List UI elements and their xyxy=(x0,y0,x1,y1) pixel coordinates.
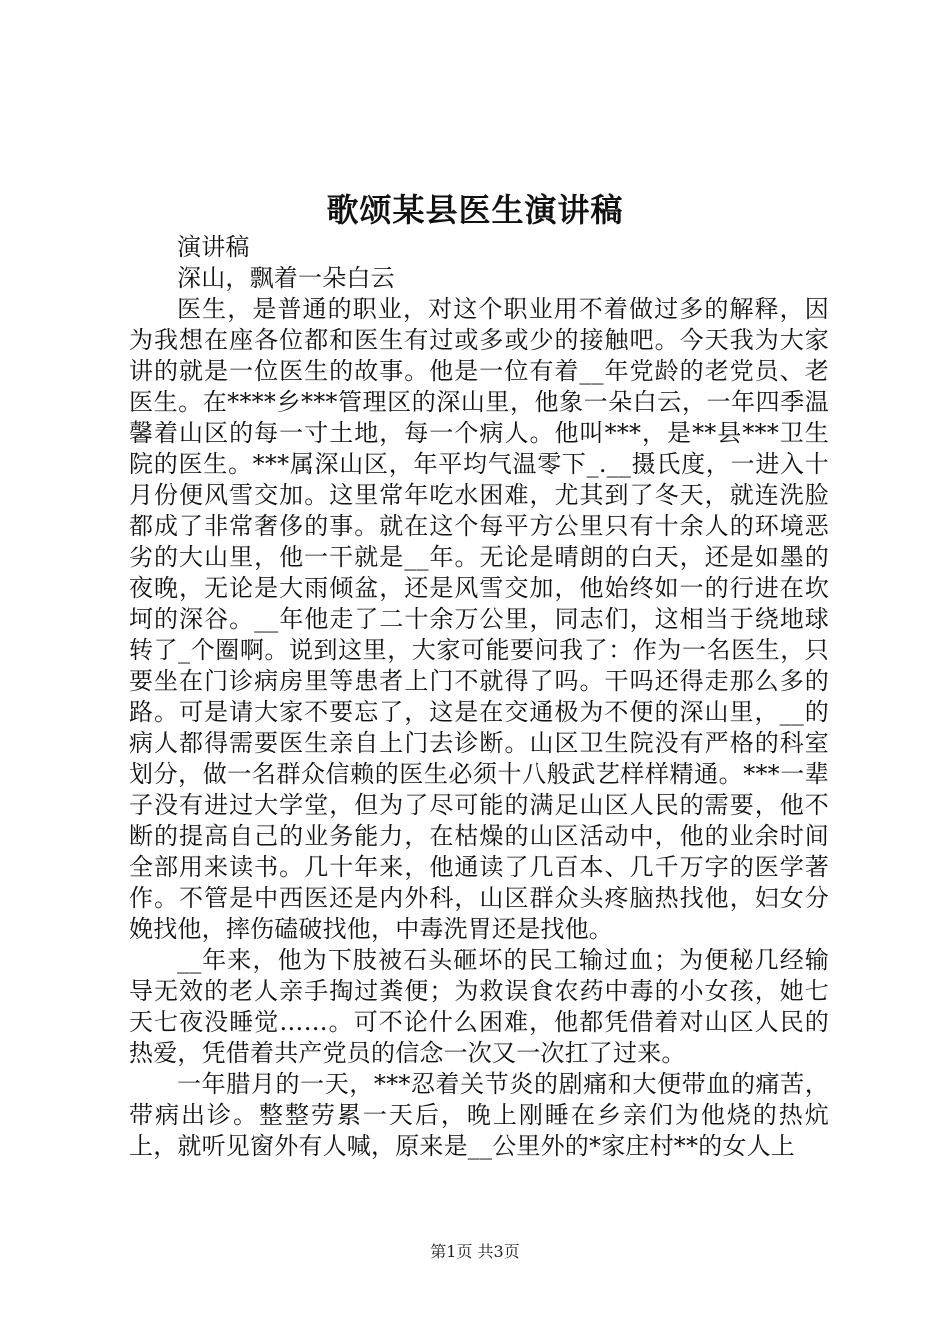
paragraph-doc-type: 演讲稿 xyxy=(177,233,250,261)
document-body xyxy=(129,232,829,1162)
paragraph: __年来，他为下肢被石头砸坏的民工输过血；为便秘几经输导无效的老人亲手掏过粪便；为救误食农药中毒的小女孩，她七天七夜没睡觉……。可不论什么困难，他都凭借着对山区人民的热爱，凭借着共产党员的信念一次又一次扛了过来。 xyxy=(129,946,829,1067)
paragraph-subtitle: 深山，飘着一朵白云 xyxy=(177,264,395,292)
paragraph: 医生，是普通的职业，对这个职业用不着做过多的解释，因为我想在座各位都和医生有过或多或少的接触吧。今天我为大家讲的就是一位医生的故事。他是一位有着__年党龄的老党员、老医生。在****乡***管理区的深山里，他象一朵白云，一年四季温馨着山区的每一寸土地，每一个病人。他叫***，是**县***卫生院的医生。***属深山区，年平均气温零下_.__摄氏度，一进入十月份便风雪交加。这里常年吃水困难，尤其到了冬天，就连洗脸都成了非常奢侈的事。就在这个每平方公里只有十余人的环境恶劣的大山里，他一干就是__年。无论是晴朗的白天，还是如墨的夜晚，无论是大雨倾盆，还是风雪交加，他始终如一的行进在坎坷的深谷。__年他走了二十余万公里，同志们，这相当于绕地球转了_个圈啊。说到这里，大家可能要问我了：作为一名医生，只要坐在门诊病房里等患者上门不就得了吗。干吗还得走那么多的路。可是请大家不要忘了，这是在交通极为不便的深山里，__的病人都得需要医生亲自上门去诊断。山区卫生院没有严格的科室划分，做一名群众信赖的医生必须十八般武艺样样精通。***一辈子没有进过大学堂，但为了尽可能的满足山区人民的需要，他不断的提高自己的业务能力，在枯燥的山区活动中，他的业余时间全部用来读书。几十年来，他通读了几百本、几千万字的医学著作。不管是中西医还是内外科，山区群众头疼脑热找他，妇女分娩找他，摔伤磕破找他，中毒洗胃还是找他。 xyxy=(129,295,829,943)
document-title: 歌颂某县医生演讲稿 xyxy=(326,191,624,229)
paragraph: 一年腊月的一天，***忍着关节炎的剧痛和大便带血的痛苦，带病出诊。整整劳累一天后，晚上刚睡在乡亲们为他烧的热炕上，就听见窗外有人喊，原来是__公里外的*家庄村**的女人上 xyxy=(129,1070,829,1160)
page-number: 第1页 共3页 xyxy=(430,1242,520,1261)
